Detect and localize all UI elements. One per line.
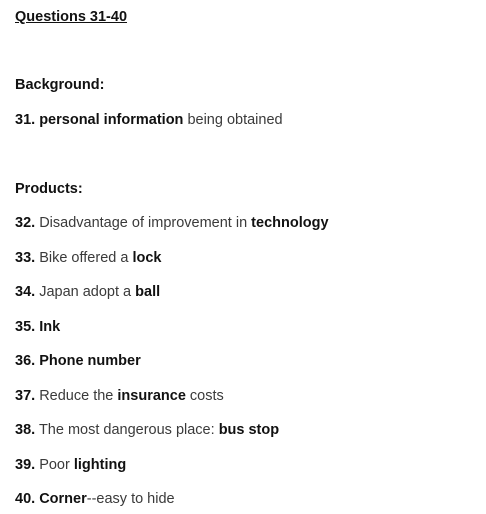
answer-keyword: Corner	[35, 491, 87, 507]
question-36	[15, 352, 141, 370]
question-number: 35.	[15, 319, 36, 335]
question-number: 40.	[15, 491, 36, 507]
question-number: 32.	[15, 215, 36, 231]
question-number: 37.	[15, 388, 36, 404]
answer-keyword: lock	[132, 250, 162, 266]
answer-keyword: technology	[251, 215, 329, 231]
question-31	[15, 111, 283, 129]
question-37	[15, 387, 224, 405]
question-text-end: costs	[185, 388, 224, 404]
answer-keyword: Phone number	[35, 353, 141, 369]
question-text: Japan adopt a	[35, 284, 136, 300]
products-heading: Products:	[15, 181, 83, 197]
question-number: 31.	[15, 112, 36, 128]
question-number: 34.	[15, 284, 36, 300]
answer-keyword: ball	[135, 284, 161, 300]
page-title: Questions 31-40	[15, 9, 128, 25]
question-38	[15, 421, 279, 439]
question-text: Disadvantage of improvement in	[35, 215, 252, 231]
question-34	[15, 283, 160, 301]
question-number: 38.	[15, 422, 36, 438]
answer-keyword: lighting	[73, 457, 127, 473]
answer-keyword: bus stop	[218, 422, 280, 438]
answer-keyword: Ink	[35, 319, 61, 335]
background-heading: Background:	[15, 77, 105, 93]
question-number: 36.	[15, 353, 36, 369]
question-number: 33.	[15, 250, 36, 266]
question-text: --easy to hide	[86, 491, 175, 507]
question-35	[15, 318, 60, 336]
question-32	[15, 214, 329, 232]
question-text: Poor	[35, 457, 74, 473]
answer-keyword: insurance	[117, 388, 186, 404]
question-33	[15, 249, 161, 267]
answer-keyword: personal information	[39, 112, 184, 128]
question-40	[15, 490, 175, 508]
question-text: Bike offered a	[35, 250, 133, 266]
question-text: being obtained	[183, 112, 283, 128]
question-text: Reduce the	[35, 388, 118, 404]
question-39	[15, 456, 126, 474]
question-text: The most dangerous place:	[35, 422, 219, 438]
question-number: 39.	[15, 457, 36, 473]
